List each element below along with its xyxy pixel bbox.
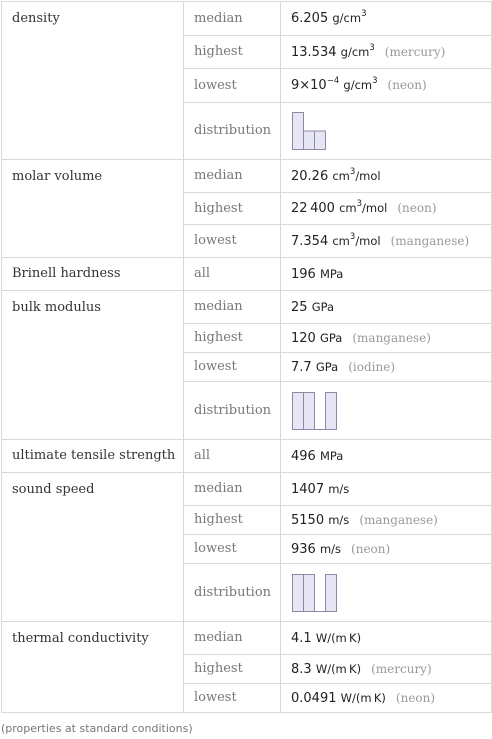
- bulk-modulus-highest-note: (manganese): [352, 330, 431, 345]
- tensile-row: [2, 440, 492, 473]
- sound-speed-lowest-value: 936 m/s (neon): [281, 535, 492, 564]
- histogram-bar: [304, 392, 315, 429]
- bulk-modulus-distribution-cell: [281, 382, 492, 440]
- brinell-all-label: all: [184, 258, 281, 291]
- bulk-modulus-median-label: median: [184, 291, 281, 324]
- density-highest-value: 13.534 $g/cm^3$ (mercury): [281, 36, 492, 69]
- thermal-median-label: median: [184, 622, 281, 655]
- bulk-modulus-distribution-histogram: [291, 391, 361, 431]
- bulk-modulus-label: bulk modulus: [2, 291, 184, 440]
- molar-volume-highest-note: (neon): [397, 201, 437, 215]
- molar-volume-lowest-label: lowest: [184, 225, 281, 258]
- brinell-label: Brinell hardness: [2, 258, 184, 291]
- bulk-modulus-lowest-label: lowest: [184, 353, 281, 382]
- bulk-modulus-median-row: [2, 291, 492, 324]
- tensile-all-label: all: [184, 440, 281, 473]
- bulk-modulus-median-value: 25 GPa: [281, 291, 492, 324]
- histogram-bar: [293, 113, 304, 150]
- histogram-bar: [293, 574, 304, 611]
- molar-volume-median-value: 20.26 $cm^3$/mol: [281, 160, 492, 193]
- density-distribution-histogram: [291, 111, 361, 151]
- molar-volume-highest-label: highest: [184, 193, 281, 225]
- sound-speed-distribution-histogram: [291, 573, 361, 613]
- molar-volume-lowest-value: 7.354 $cm^3$/mol (manganese): [281, 225, 492, 258]
- thermal-lowest-label: lowest: [184, 684, 281, 713]
- bulk-modulus-distribution-label: distribution: [184, 382, 281, 440]
- sound-speed-distribution-label: distribution: [184, 564, 281, 622]
- histogram-bar: [293, 392, 304, 429]
- sound-speed-highest-label: highest: [184, 506, 281, 535]
- sound-speed-highest-note: (manganese): [359, 512, 438, 527]
- thermal-median-value: 4.1 W/(m K): [281, 622, 492, 655]
- sound-speed-lowest-note: (neon): [351, 541, 391, 556]
- properties-table: [1, 1, 492, 713]
- thermal-highest-note: (mercury): [371, 661, 432, 676]
- sound-speed-label: sound speed: [2, 473, 184, 622]
- density-median-row: [2, 2, 492, 36]
- tensile-label: ultimate tensile strength: [2, 440, 184, 473]
- density-lowest-label: lowest: [184, 69, 281, 103]
- molar-volume-label: molar volume: [2, 160, 184, 258]
- molar-volume-highest-value: 22 400 $cm^3$/mol (neon): [281, 193, 492, 225]
- density-lowest-value: $9\times 10^{-4}$ $g/cm^3$ (neon): [281, 69, 492, 103]
- density-median-label: median: [184, 2, 281, 36]
- histogram-bar: [326, 574, 337, 611]
- bulk-modulus-highest-value: 120 GPa (manganese): [281, 324, 492, 353]
- thermal-lowest-note: (neon): [395, 690, 436, 705]
- thermal-highest-label: highest: [184, 655, 281, 684]
- density-median-value: 6.205 $g/cm^3$: [281, 2, 492, 36]
- bulk-modulus-lowest-value: 7.7 GPa (iodine): [281, 353, 492, 382]
- sound-speed-highest-value: 5150 m/s (manganese): [281, 506, 492, 535]
- thermal-label: thermal conductivity: [2, 622, 184, 713]
- density-distribution-cell: [281, 103, 492, 160]
- molar-volume-median-row: [2, 160, 492, 193]
- tensile-value: 496 MPa: [281, 440, 492, 473]
- thermal-lowest-value: 0.0491 W/(m K) (neon): [281, 684, 492, 713]
- molar-volume-median-label: median: [184, 160, 281, 193]
- molar-volume-lowest-note: (manganese): [390, 233, 470, 248]
- histogram-bar: [315, 131, 326, 150]
- histogram-bar: [326, 392, 337, 429]
- histogram-bar: [304, 574, 315, 611]
- histogram-bar: [304, 131, 315, 150]
- density-distribution-label: distribution: [184, 103, 281, 160]
- thermal-highest-value: 8.3 W/(m K) (mercury): [281, 655, 492, 684]
- sound-speed-median-row: [2, 473, 492, 506]
- density-highest-note: (mercury): [384, 44, 446, 59]
- footnote: (properties at standard conditions): [1, 722, 193, 735]
- density-highest-label: highest: [184, 36, 281, 69]
- sound-speed-median-label: median: [184, 473, 281, 506]
- density-label: density: [2, 2, 184, 160]
- brinell-value: 196 MPa: [281, 258, 492, 291]
- sound-speed-distribution-cell: [281, 564, 492, 622]
- bulk-modulus-highest-label: highest: [184, 324, 281, 353]
- density-lowest-note: (neon): [387, 78, 427, 92]
- sound-speed-lowest-label: lowest: [184, 535, 281, 564]
- bulk-modulus-lowest-note: (iodine): [348, 359, 395, 374]
- thermal-median-row: [2, 622, 492, 655]
- brinell-row: [2, 258, 492, 291]
- sound-speed-median-value: 1407 m/s: [281, 473, 492, 506]
